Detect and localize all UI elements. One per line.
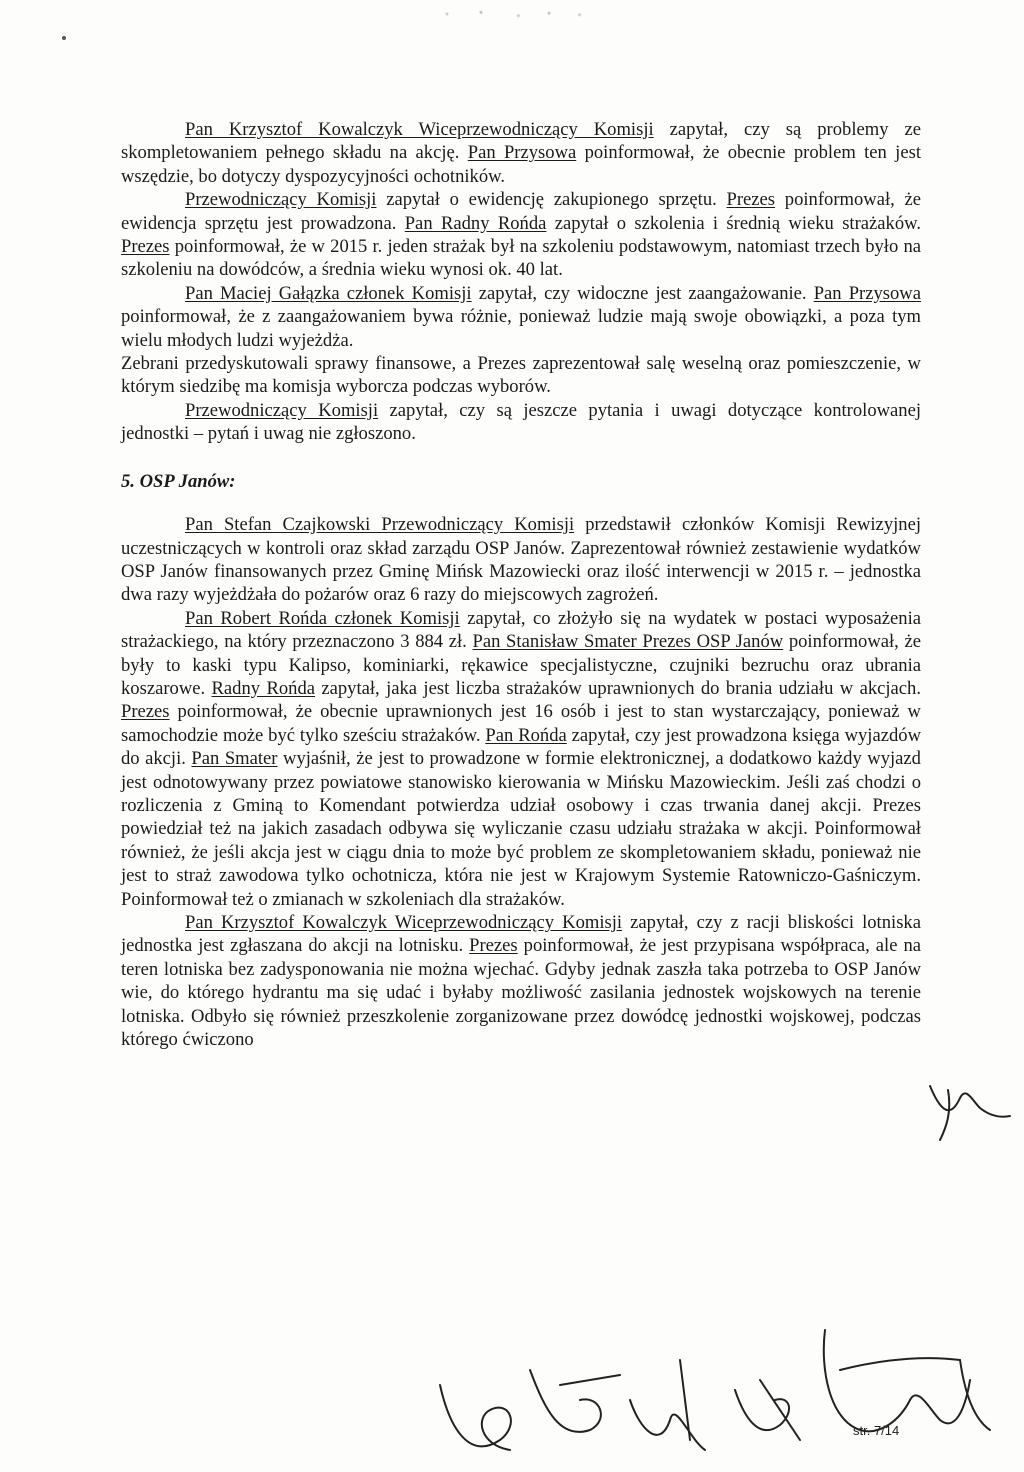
signature-2: [530, 1370, 620, 1432]
signature-4: [735, 1380, 800, 1440]
paragraph-text: zapytał, czy z racji bliskości lotniska jednostka jest zgłaszana do akcji na lotnisku.: [121, 912, 921, 957]
paragraph-text: przedstawił członków Komisji Rewizyjnej uczestniczących w kontroli oraz skład zarządu OSP Janów. Zaprezentował również zestawienie wydatków OSP Janów finansowanych przez Gminę Mińsk Mazowiecki oraz ilość interwencji w 2015 r. – jednostka dwa razy wyjeżdżała do pożarów oraz 6 razy do miejscowych zagrożeń.: [121, 514, 921, 606]
speaker-name: Pan Przysowa: [467, 142, 577, 164]
signature-strike: [840, 1358, 960, 1370]
speaker-name: Pan Radny Rońda: [404, 212, 547, 234]
paragraph-text: wyjaśnił, że jest to prowadzone w formie elektronicznej, a dodatkowo każdy wyjazd jest odnotowywany przez powiatowe stanowisko kierowania w Mińsku Mazowieckim. Jeśli zaś chodzi o rozliczenia z Gminą to Komendant potwierdza udział osobowy i czas trwania danej akcji. Prezes powiedział też na jakich zasadach odbywa się wyliczanie czasu udziału strażaka w akcji. Poinformował również, że jeśli akcja jest w ciągu dnia to może być problem ze skompletowaniem składu, ponieważ nie jest to straż zawodowa tylko ochotnicza, która nie jest w Krajowym Systemie Ratowniczo-Gaśniczym. Poinformował też o zmianach w szkoleniach dla strażaków.: [121, 748, 921, 910]
paragraph-5: [121, 399, 921, 446]
paragraph-8: [121, 911, 921, 1051]
paragraph-text: zapytał o szkolenia i średnią wieku strażaków.: [546, 212, 922, 234]
margin-initial-signature: [940, 1090, 949, 1140]
speaker-name: Prezes: [121, 701, 170, 723]
paragraph-text: poinformował, że obecnie problem ten jest wszędzie, bo dotyczy dyspozycyjności ochotników.: [121, 142, 921, 187]
speaker-name: Przewodniczący Komisji: [185, 399, 379, 421]
paragraph-text: zapytał, co złożyło się na wydatek w postaci wyposażenia strażackiego, na który przeznaczono 3 884 zł.: [121, 607, 922, 653]
paragraph-2: [121, 188, 921, 282]
signature-5: [960, 1360, 990, 1430]
document-body: [121, 118, 921, 1051]
signature-5: [824, 1330, 970, 1431]
speaker-name: Prezes: [726, 189, 776, 211]
paragraph-text: zapytał, czy są problemy ze skompletowaniem pełnego składu na akcję.: [121, 119, 921, 164]
paragraph-text: zapytał, czy jest prowadzona księga wyjazdów do akcji.: [121, 724, 921, 770]
paragraph-text: zapytał, czy widoczne jest zaangażowanie.: [471, 282, 814, 304]
speaker-name: Pan Krzysztof Kowalczyk Wiceprzewodniczący Komisji: [185, 119, 654, 140]
speaker-name: Pan Stefan Czajkowski Przewodniczący Komisji: [185, 514, 575, 536]
paragraph-text: zapytał, czy są jeszcze pytania i uwagi dotyczące kontrolowanej jednostki – pytań i uwag nie zgłoszono.: [121, 399, 922, 445]
paragraph-3: [121, 282, 921, 352]
paragraph-text: poinformował, że z zaangażowaniem bywa różnie, ponieważ ludzie mają swoje obowiązki, a poza tym wielu młodych ludzi wyjeżdża.: [121, 306, 921, 351]
paragraph-4: Zebrani przedyskutowali sprawy finansowe, a Prezes zaprezentował salę weselną oraz pomieszczenie, w którym siedzibę ma komisja wyborcza podczas wyborów.: [121, 353, 921, 398]
speaker-name: Pan Przysowa: [813, 282, 921, 304]
speaker-name: Przewodniczący Komisji: [185, 189, 377, 211]
speaker-name: Pan Stanisław Smater Prezes OSP Janów: [472, 631, 784, 653]
paragraph-1: [121, 118, 921, 188]
spacer: [121, 446, 921, 470]
paragraph-7: [121, 607, 921, 911]
speaker-name: Pan Krzysztof Kowalczyk Wiceprzewodniczący Komisji: [185, 912, 623, 933]
page-number: str. 7/14: [853, 1423, 900, 1438]
paragraph-text: zapytał, jaka jest liczba strażaków uprawnionych do brania udziału w akcjach.: [315, 677, 921, 699]
paragraph-text: poinformował, że ewidencja sprzętu jest prowadzona.: [121, 189, 921, 234]
speaker-name: Pan Smater: [191, 748, 278, 770]
paragraph-text: zapytał o ewidencję zakupionego sprzętu.: [376, 189, 727, 211]
speaker-name: Pan Rońda: [485, 724, 567, 746]
speaker-name: Radny Rońda: [211, 677, 315, 699]
paragraph-text: poinformował, że były to kaski typu Kalipso, kominiarki, rękawice specjalistyczne, czujniki bezruchu oraz ubrania koszarowe.: [121, 631, 922, 699]
speaker-name: Pan Maciej Gałązka członek Komisji: [185, 282, 472, 304]
spacer: [121, 493, 921, 513]
paragraph-6: [121, 513, 921, 607]
paragraph-text: poinformował, że obecnie uprawnionych jest 16 osób i jest to stan wystarczający, ponieważ w samochodzie może być tylko sześciu strażaków.: [121, 701, 921, 746]
paragraph-text: poinformował, że jest przypisana współpraca, ale na teren lotniska bez zadysponowania nie można wjechać. Gdyby jednak zaszła taka potrzeba to OSP Janów wie, do którego hydrantu ma się udać i byłaby możliwość zasilania jednostek wojskowych na terenie lotniska. Odbyło się również przeszkolenie zorganizowane przez dowódcę jednostki wojskowej, podczas którego ćwiczono: [121, 935, 922, 1051]
speaker-name: Pan Robert Rońda członek Komisji: [185, 607, 460, 629]
scan-dot: [62, 36, 66, 40]
signature-1: [440, 1385, 511, 1450]
speaker-name: Prezes: [121, 236, 170, 258]
paragraph-text: poinformował, że w 2015 r. jeden strażak był na szkoleniu podstawowym, natomiast trzech było na szkoleniu na dowódców, a średnia wieku wynosi ok. 40 lat.: [121, 236, 921, 281]
scan-noise: [430, 6, 600, 22]
section-heading: 5. OSP Janów:: [121, 470, 236, 492]
signature-3: [630, 1360, 705, 1450]
speaker-name: Prezes: [469, 935, 518, 957]
margin-initial-signature: [930, 1086, 1010, 1117]
